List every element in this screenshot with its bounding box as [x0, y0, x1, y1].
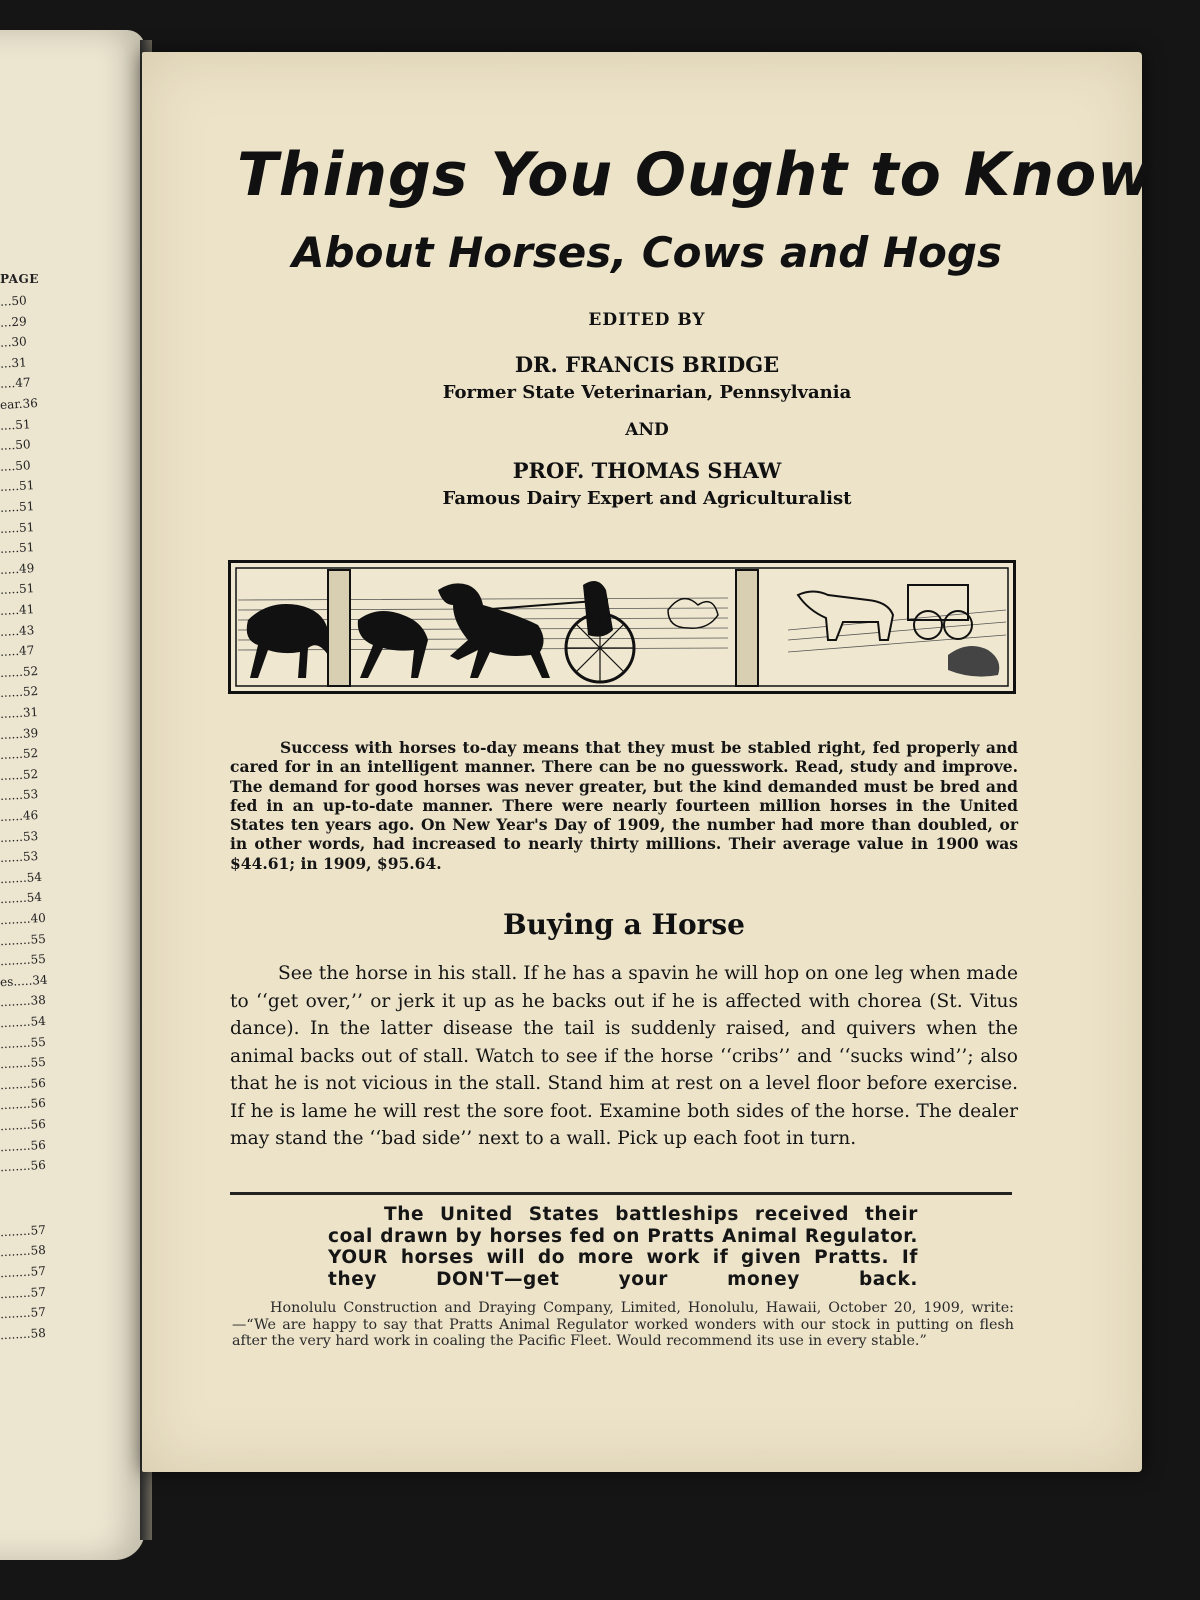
horse-illustration: [228, 560, 1016, 694]
page-subtitle: About Horses, Cows and Hogs: [292, 228, 1002, 277]
main-page: [142, 52, 1154, 1472]
index-entry: ...29: [0, 313, 28, 330]
index-entry: ...31: [0, 355, 28, 371]
index-entry: ........55: [0, 931, 47, 948]
index-entry: ........55: [0, 1034, 47, 1051]
index-entry: ......31: [0, 705, 39, 721]
index-entry: .....51: [0, 499, 35, 515]
index-entry: ......39: [0, 725, 39, 742]
index-entry: ........38: [0, 993, 47, 1010]
index-entry: ....50: [0, 437, 31, 453]
editor-1-role: Former State Veterinarian, Pennsylvania: [442, 382, 852, 403]
page-title: Things You Ought to Know: [237, 140, 1154, 210]
index-entry: ........57: [0, 1284, 47, 1301]
horizontal-rule: [230, 1192, 1012, 1195]
edited-by-label: EDITED BY: [588, 310, 706, 330]
index-entry: ......52: [0, 746, 39, 763]
index-entry: .......54: [0, 890, 43, 907]
index-entry: ........55: [0, 951, 47, 969]
index-entry: ......53: [0, 787, 39, 804]
editor-1-name: DR. FRANCIS BRIDGE: [514, 352, 780, 377]
testimonial: [232, 1300, 1014, 1350]
advertisement-text: The United States battleships received their coal drawn by horses fed on Pratts Animal Regulator. YOUR horses will do more work if given Pratts. If they DON'T—get your money back.: [328, 1204, 918, 1290]
index-entry: .....41: [0, 602, 35, 618]
index-entry: es.....34: [0, 972, 48, 990]
editor-2-name: PROF. THOMAS SHAW: [512, 458, 782, 483]
index-entry: .....49: [0, 560, 35, 577]
index-entry: ........58: [0, 1243, 47, 1260]
index-entry: ear.36: [0, 396, 39, 412]
index-entry: ....47: [0, 375, 31, 392]
left-page-index: [0, 30, 145, 1560]
testimonial-text: Honolulu Construction and Draying Company, Limited, Honolulu, Hawaii, October 20, 1909, write:—“We are happy to say that Pratts Animal Regulator worked wonders with our stock in putting on flesh after the very hard work in coaling the Pacific Fleet. Would recommend its use in every stable.”: [232, 1300, 1014, 1349]
index-entry: .....51: [0, 478, 35, 495]
index-entry: ........55: [0, 1054, 47, 1072]
index-entry: .......54: [0, 869, 43, 886]
index-entry: ........56: [0, 1075, 47, 1092]
index-entry: ........56: [0, 1116, 47, 1134]
intro-text: Success with horses to-day means that they must be stabled right, fed properly and cared for in an intelligent manner. There can be no guesswork. Read, study and improve. The demand for good horses was never greater, but the kind demanded must be bred and fed in an up-to-date manner. There were nearly fourteen million horses in the United States ten years ago. On New Year's Day of 1909, the number had more than doubled, or in other words, had increased to nearly thirty millions. Their average value in 1900 was $44.61; in 1909, $95.64.: [230, 738, 1018, 873]
index-entry: ........58: [0, 1325, 47, 1342]
and-label: AND: [625, 420, 669, 440]
index-entry: ...30: [0, 334, 28, 350]
index-entry: ......52: [0, 684, 39, 701]
index-entry: .....51: [0, 581, 35, 598]
index-entry: ......53: [0, 849, 39, 866]
index-entry: .....51: [0, 540, 35, 557]
index-entry: .....51: [0, 519, 35, 536]
index-page-header: PAGE: [0, 272, 39, 286]
index-entry: ........54: [0, 1013, 47, 1031]
index-entry: ......46: [0, 808, 39, 824]
index-entry: ....50: [0, 458, 31, 474]
index-entry: ........57: [0, 1263, 47, 1281]
index-entry: ........56: [0, 1096, 47, 1113]
index-entry: ...50: [0, 293, 28, 309]
index-entry: ........40: [0, 910, 47, 928]
intro-paragraph: [230, 738, 1018, 873]
index-entry: ......52: [0, 766, 39, 783]
section-heading: Buying a Horse: [503, 908, 745, 941]
index-entry: ........57: [0, 1304, 47, 1322]
index-entry: ........57: [0, 1222, 47, 1239]
index-entry: .....47: [0, 643, 35, 660]
section-body-text: See the horse in his stall. If he has a spavin he will hop on one leg when made to ‘‘get over,’’ or jerk it up as he backs out if he is affected with chorea (St. Vitus dance). In the latter disease the tail is suddenly raised, and quivers when the animal backs out of stall. Watch to see if the horse ‘‘cribs’’ and ‘‘sucks wind’’; also that he is not vicious in the stall. Stand him at rest on a level floor before exercise. If he is lame he will rest the sore foot. Examine both sides of the horse. The dealer may stand the ‘‘bad side’’ next to a wall. Pick up each foot in turn.: [230, 963, 1018, 1149]
index-entry: ........56: [0, 1157, 47, 1175]
editor-2-role: Famous Dairy Expert and Agriculturalist: [442, 488, 852, 509]
index-entry: .....43: [0, 622, 35, 639]
section-body: [230, 960, 1018, 1153]
index-entry: ....51: [0, 416, 31, 433]
index-entry: ......52: [0, 663, 39, 680]
index-entry: ........56: [0, 1137, 47, 1154]
advertisement: [328, 1204, 918, 1312]
index-entry: ......53: [0, 828, 39, 845]
